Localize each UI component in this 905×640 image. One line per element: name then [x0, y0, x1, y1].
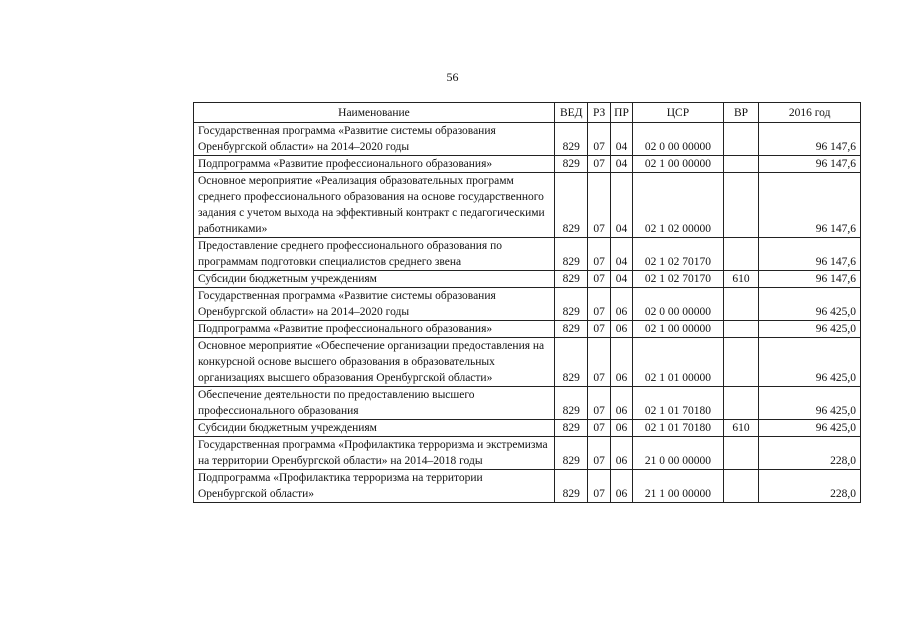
row-ved: 829 — [554, 173, 588, 238]
row-vr — [723, 387, 759, 420]
row-amount: 228,0 — [759, 437, 861, 470]
table-row — [194, 437, 861, 470]
row-name: Подпрограмма «Развитие профессионального образования» — [194, 156, 555, 173]
row-rz: 07 — [588, 470, 610, 503]
header-name: Наименование — [194, 103, 555, 123]
table-row — [194, 123, 861, 156]
row-pr: 06 — [610, 470, 632, 503]
row-vr — [723, 173, 759, 238]
table-row — [194, 321, 861, 338]
row-pr: 06 — [610, 321, 632, 338]
page-number: 56 — [446, 70, 459, 84]
table-row — [194, 288, 861, 321]
row-vr — [723, 123, 759, 156]
row-csr: 02 1 02 70170 — [633, 238, 723, 271]
header-vr: ВР — [723, 103, 759, 123]
row-ved: 829 — [554, 387, 588, 420]
row-vr — [723, 288, 759, 321]
row-vr — [723, 437, 759, 470]
row-pr: 04 — [610, 123, 632, 156]
row-ved: 829 — [554, 437, 588, 470]
row-amount: 96 147,6 — [759, 271, 861, 288]
row-csr: 21 1 00 00000 — [633, 470, 723, 503]
row-name: Государственная программа «Профилактика терроризма и экстремизма на территории Оренбургской области» на 2014–2018 годы — [194, 437, 555, 470]
table-row — [194, 238, 861, 271]
row-pr: 04 — [610, 271, 632, 288]
row-csr: 02 1 00 00000 — [633, 156, 723, 173]
row-csr: 02 1 02 70170 — [633, 271, 723, 288]
row-amount: 96 425,0 — [759, 420, 861, 437]
row-ved: 829 — [554, 420, 588, 437]
row-vr: 610 — [723, 420, 759, 437]
row-amount: 96 147,6 — [759, 173, 861, 238]
row-name: Государственная программа «Развитие системы образования Оренбургской области» на 2014–2020 годы — [194, 288, 555, 321]
row-rz: 07 — [588, 420, 610, 437]
row-ved: 829 — [554, 288, 588, 321]
header-rz: РЗ — [588, 103, 610, 123]
row-rz: 07 — [588, 238, 610, 271]
row-csr: 02 0 00 00000 — [633, 123, 723, 156]
row-name: Государственная программа «Развитие системы образования Оренбургской области» на 2014–2020 годы — [194, 123, 555, 156]
table-row — [194, 470, 861, 503]
row-name: Подпрограмма «Профилактика терроризма на территории Оренбургской области» — [194, 470, 555, 503]
header-csr: ЦСР — [633, 103, 723, 123]
row-csr: 02 1 00 00000 — [633, 321, 723, 338]
table-row — [194, 173, 861, 238]
row-vr — [723, 338, 759, 387]
row-ved: 829 — [554, 338, 588, 387]
header-amount: 2016 год — [759, 103, 861, 123]
row-rz: 07 — [588, 288, 610, 321]
row-pr: 04 — [610, 173, 632, 238]
row-csr: 21 0 00 00000 — [633, 437, 723, 470]
row-amount: 228,0 — [759, 470, 861, 503]
row-rz: 07 — [588, 156, 610, 173]
row-rz: 07 — [588, 123, 610, 156]
row-rz: 07 — [588, 271, 610, 288]
row-vr: 610 — [723, 271, 759, 288]
row-vr — [723, 156, 759, 173]
row-ved: 829 — [554, 238, 588, 271]
row-csr: 02 1 01 00000 — [633, 338, 723, 387]
table-row — [194, 387, 861, 420]
row-amount: 96 425,0 — [759, 338, 861, 387]
row-name: Основное мероприятие «Обеспечение организации предоставления на конкурсной основе высшего образования в образовательных организациях высшего образования Оренбургской области» — [194, 338, 555, 387]
row-pr: 06 — [610, 288, 632, 321]
row-rz: 07 — [588, 173, 610, 238]
row-pr: 06 — [610, 338, 632, 387]
table-row — [194, 338, 861, 387]
row-amount: 96 147,6 — [759, 123, 861, 156]
row-vr — [723, 470, 759, 503]
row-vr — [723, 321, 759, 338]
header-ved: ВЕД — [554, 103, 588, 123]
row-name: Обеспечение деятельности по предоставлению высшего профессионального образования — [194, 387, 555, 420]
row-name: Субсидии бюджетным учреждениям — [194, 271, 555, 288]
row-name: Предоставление среднего профессионального образования по программам подготовки специалистов среднего звена — [194, 238, 555, 271]
row-ved: 829 — [554, 470, 588, 503]
row-amount: 96 147,6 — [759, 238, 861, 271]
row-csr: 02 1 01 70180 — [633, 387, 723, 420]
row-rz: 07 — [588, 437, 610, 470]
row-csr: 02 1 02 00000 — [633, 173, 723, 238]
row-vr — [723, 238, 759, 271]
table-header-row — [194, 103, 861, 123]
row-rz: 07 — [588, 338, 610, 387]
row-amount: 96 147,6 — [759, 156, 861, 173]
table-row — [194, 271, 861, 288]
row-name: Основное мероприятие «Реализация образовательных программ среднего профессионального образования на основе государственного задания с учетом выхода на эффективный контракт с педагогическими работниками» — [194, 173, 555, 238]
row-amount: 96 425,0 — [759, 387, 861, 420]
row-rz: 07 — [588, 387, 610, 420]
table-row — [194, 420, 861, 437]
row-pr: 06 — [610, 420, 632, 437]
row-ved: 829 — [554, 321, 588, 338]
row-ved: 829 — [554, 156, 588, 173]
row-amount: 96 425,0 — [759, 288, 861, 321]
row-ved: 829 — [554, 271, 588, 288]
row-name: Субсидии бюджетным учреждениям — [194, 420, 555, 437]
row-pr: 04 — [610, 156, 632, 173]
budget-table — [193, 102, 861, 503]
row-amount: 96 425,0 — [759, 321, 861, 338]
row-csr: 02 0 00 00000 — [633, 288, 723, 321]
row-csr: 02 1 01 70180 — [633, 420, 723, 437]
row-name: Подпрограмма «Развитие профессионального образования» — [194, 321, 555, 338]
row-pr: 06 — [610, 437, 632, 470]
header-pr: ПР — [610, 103, 632, 123]
row-pr: 04 — [610, 238, 632, 271]
row-rz: 07 — [588, 321, 610, 338]
row-pr: 06 — [610, 387, 632, 420]
row-ved: 829 — [554, 123, 588, 156]
table-row — [194, 156, 861, 173]
